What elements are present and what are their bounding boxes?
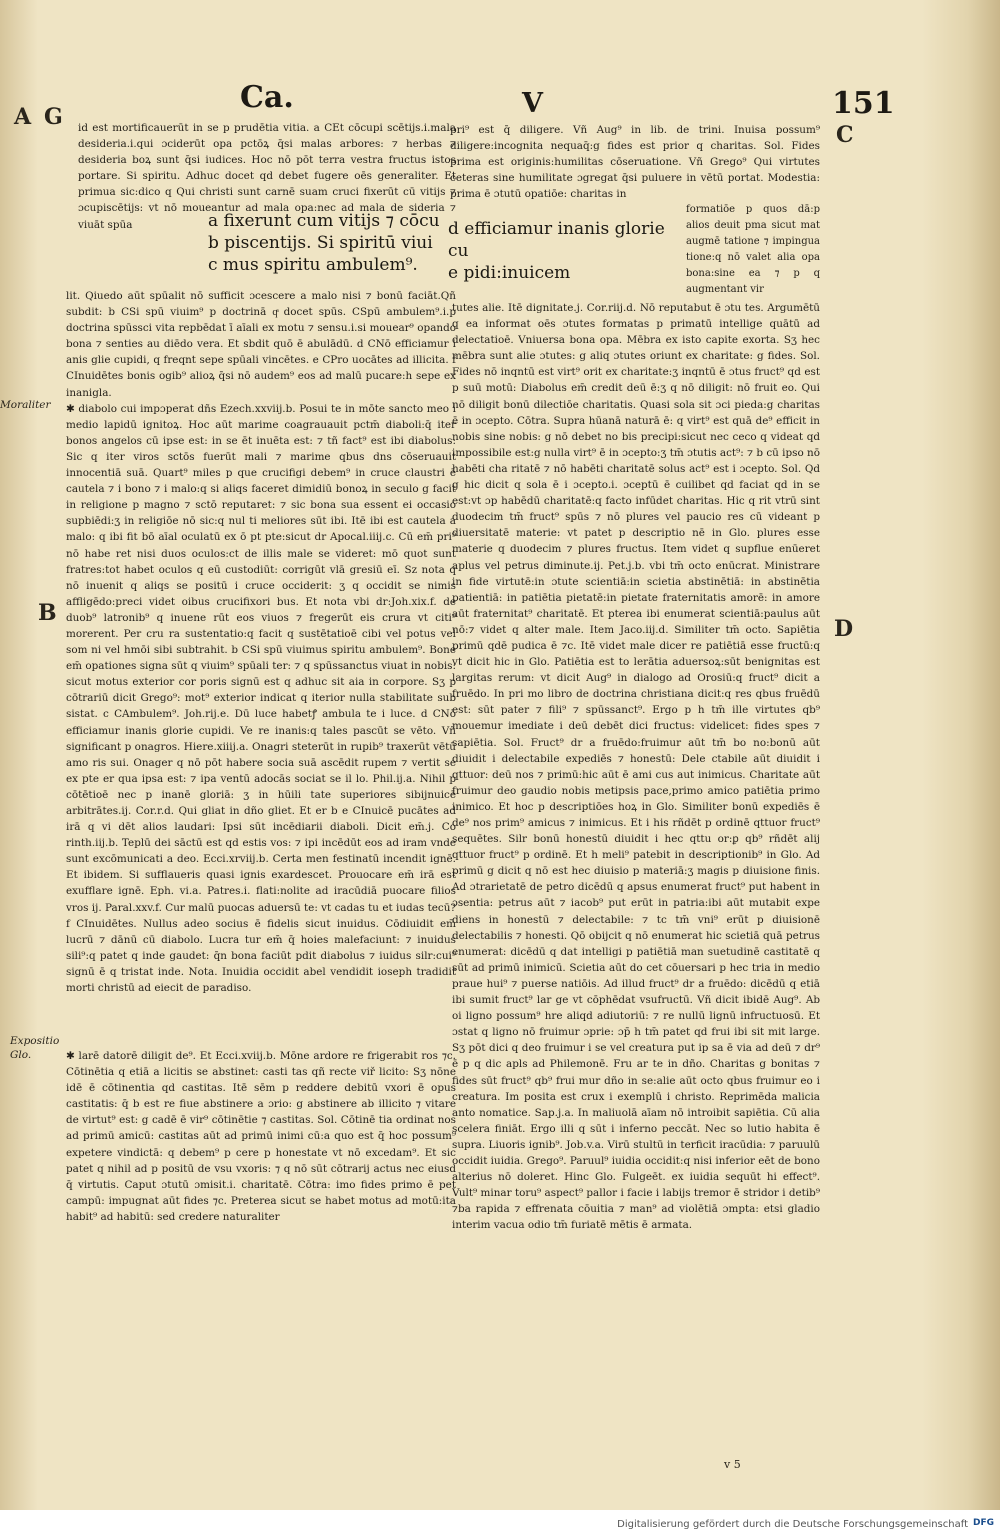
- footer-bar: [0, 1510, 1000, 1538]
- left-intro-text: id est mortificauerūt in se p prudētia vitia. a CEt cōcupi scētijs.i.mala desideria.i.qui ɔciderūt opa pctōꝝ q̄si malas arbores: ⁊ herbas ⁊ desideria boꝝ sunt q̄si iudices. Hoc nō pōt terra vestra fructus istos portare. Si spiritu. Adhuc docet qd debet fugere oēs generaliter. Et primua sic:dico q Qui christi sunt carnē suam cruci fixerūt cū vitijs ⁊ ɔcupiscētijs: vt nō moueantur ad mala opa:nec ad mala de sideria ⁊ viuāt spūa: [78, 122, 456, 231]
- right-column-side: [686, 202, 820, 300]
- commentary-text-left: [208, 210, 446, 276]
- right-top-text: pri⁹ est q̄ diligere. Vñ Aug⁹ in lib. de trini. Inuisa possum⁹ diligere:incognita nequaq̄:g fides est prior q charitas. Sol. Fides prima est originis:humilitas cōseruatione. Vñ Grego⁹ Qui virtutes ceteras sine humilitate ɔgregat q̄si puluere in vētū portat. Modestia: prima ē ɔtutū opatiōe: charitas in: [450, 124, 820, 201]
- left-paragraph-3: ✱ larē datorē diligit de⁹. Et Ecci.xviij.b. Mōne ardore re frigerabit ros ⁊c. Cōtinētia q etiā a licitis se abstinet: casti tas qñ recte viř licito: Sʒ nōne idē ē cōtinentia qd castitas. Itē sēm p reddere debitū vxori ē opus castitatis: q̄ b est re fiue abstinere a ɔrio: g abstinere ab illicito ⁊ vitare de virtut⁹ est: g cadē ē vir⁹ cōtinētie ⁊ castitas. Sol. Cōtinē tia ordinat nos ad primū amicū: castitas aūt ad primū inimi cū:a quo est q̄ hoc possum⁹ expetere vindictā: q debem⁹ p cere p honestate vt nō excedam⁹. Et sic patet q nihil ad p positū de vsu vxoris: ⁊ q nō sūt cōtrarij actus nec eiusd q̄ virtutis. Caput ɔtutū ɔmisit.i. charitatē. Cōtra: imo fides primo ē pet campū: impugnat aūt fides ⁊c. Preterea sicut se habet motus ad motū:ita habit⁹ ad habitū: sed credere naturaliter: [66, 1050, 456, 1223]
- margin-note-expositio: Expositio: [10, 1035, 60, 1047]
- footer-credit: Digitalisierung gefördert durch die Deutsche Forschungsgemeinschaft: [617, 1519, 968, 1530]
- center-line-2: b piscentijs. Si spiritū viui: [208, 233, 433, 253]
- dfg-logo: DFG: [972, 1518, 994, 1528]
- margin-letter-b: B: [38, 600, 57, 626]
- margin-letter-g: G: [44, 104, 63, 130]
- left-paragraph-2: ✱ diabolo cui impɔperat dñs Ezech.xxviij.b. Posui te in mōte sancto meo i medio lapidū ignitoꝝ. Hoc aūt marime coagrauauit pctm̄ diaboli:q̄ iter bonos angelos cū ipse est: in se ēt inuēta est: ⁊ tñ fact⁹ est ibi diabolus: Sic q iter viros sctōs fuerūt mali ⁊ marime qbus dns cōseruauit innocentiā suā. Quart⁹ miles p que crucifigi debem⁹ in cruce claustri ē cautela ⁊ i bono ⁊ i malo:q si aliqs faceret dimidiū bonoꝝ in seculo g facit in religione p magno ⁊ sctō reputaret: ⁊ sic bona sua essent ei occasio supbiēdi:ʒ in religiōe nō sic:q nul ti meliores sūt ibi. Itē ibi est cautela a malo: q ibi fit bō aīal oculatū ex ō pt pte:sicut dr Apocal.iiij.c. Cū em̄ pri⁹ nō habe ret nisi duos oculos:ct de illis male se videret: mō quot sunt fratres:tot habet oculos q eū custodiūt: corrigūt vlā gresiū eī. Sz nota q nō inuenit q aliqs se positū i cruce occiderit: ʒ q occidit se nimis affligēdo:preci videt oibus crucifixori bus. Et nota vbi dr:Joh.xix.f. de duob⁹ latronib⁹ q inuene rūt eos viuos ⁊ fregerūt eis crura vt citi⁹ morerent. Per cru ra sustentatio:q facit q sustētatioē cibi vel potus vel som ni vel hmōi sibi subtrahit. b CSi spū viuimus spiritu ambulem⁹. Bone em̄ opationes signa sūt q viuim⁹ spūali ter: ⁊ q spūssanctus viuat in nobis: sicut motus exterior cor poris signū est q adhuc sit aia in corpore. Sʒ p cōtrariū dicit Grego⁹: mot⁹ exterior indicat q iterior nulla stabilitate sub sistat. c CAmbulem⁹. Joh.rij.e. Dū luce habetꝭ ambula te i luce. d CNō efficiamur inanis glorie cupidi. Ve re inanis:q tales pascūt se vēto. Vñ significant p onagros. Hiere.xiiij.a. Onagri steterūt in rupib⁹ traxerūt vētū amo ris sui. Onager q nō pōt habere socia suā ascēdit rupem ⁊ vertit se ex pte er qua ipsa est: ⁊ ipa ventū adocās sociat se il lo. Phil.ij.a. Nihil p cōtētioē nec p inanē gloriā: ʒ in hūili tate superiores sibijnuicē arbitrātes.ij. Cor.r.d. Qui gliat in dño gliet. Et er b e CInuicē pucātes ad irā q vi dēt alios laudari: Ipsi sūt incēdiarii diaboli. Dicit em̄.j. Co rinth.iij.b. Teplū dei sāctū est qd estis vos: ⁊ ipi incēdūt eos ad iram vnde sunt excōmunicati a deo. Ecci.xrviij.b. Certa men festinatū incendit ignē. Et ibidem. Si sufflaueris quasi ignis exardescet. Prouocare em̄ irā est exufflare ignē. Eph. vi.a. Patres.i. flati:nolite ad iracūdiā puocare filios vros ij. Paral.xxv.f. Cur malū puocas aduersū te: vt cadas tu et iudas tecū? f CInuidētes. Nullus adeo socius ē fidelis sicut inuidus. Cōdiuidit em̄ lucrū ⁊ dānū cū diabolo. Lucra tur em̄ q̄ hoies malefaciunt: ⁊ inuidus sili⁹:q patet q inde gaudet: q̄n bona faciūt pdit diabolus ⁊ iuidus silr:cui⁹ signū ē q tristat inde. Nota. Inuidia occidit abel vendidit ioseph tradidit morti christū ad eiecit de paradiso.: [66, 402, 456, 995]
- folio-number: 151: [832, 86, 895, 121]
- page-edge-shadow: [870, 0, 1000, 1510]
- signature-mark: v 5: [724, 1458, 741, 1471]
- right-column-top: [450, 122, 820, 204]
- margin-letter-c: C: [836, 122, 854, 148]
- right-paragraph-1: tutes alie. Itē dignitate.j. Cor.riij.d. Nō reputabut ē ɔtu tes. Argumētū q ea informat oēs ɔtutes formatas p primatū intellige quātū ad delectatioē. Vniuersa bona opa. Mēbra ex isto capite exorta. Sʒ hec mēbra sunt alie ɔtutes: g aliq ɔtutes oriunt ex charitate: g fides. Sol. Fides nō inqntū est virt⁹ orit ex charitate:ʒ inqntū ē ɔtus fruct⁹ qd est p suū motū: Diabolus em̄ credit deū ē:ʒ q nō diligit: nō fruit eo. Qui nō diligit bonū dilectiōe charitatis. Quasi sola sit ɔci pieda:g charitas ē in ɔcepto. Cōtra. Supra hūanā naturā ē: q virt⁹ est quā de⁹ efficit in nobis sine nobis: g nō debet no bis precipi:sicut nec ceco q videat qd impossibile est:g nulla virt⁹ ē in ɔcepto:ʒ tm̄ ɔtutis act⁹: ⁊ b cū ipso nō habēti cha ritatē ⁊ nō habēti charitatē solus act⁹ est i ɔcepto. Sol. Qd g hic dicit q sola ē i ɔcepto.i. ɔceptū ē cuilibet qd faciat qd in se est:vt ɔp habēdū charitatē:q facto infūdet charitas. Hic q rit vtrū sint duodecim tm̄ fruct⁹ spūs ⁊ nō plures vel paucio res cū videant p diuersitatē materie: vt patet p descriptio nē in Glo. plures esse materie q duodecim ⁊ plures fructus. Item videt q supflue enūeret aplus vel petrus diminute.ij. Pet.j.b. vbi tm̄ octo enūcrat. Ministrare in fide virtutē:in ɔtute scientiā:in scietia abstinētiā: in abstinētia patientiā: in patiētia pietatē:in pietate fraternitatis amorē: in amore aūt fraternitat⁹ charitatē. Et pterea ibi enumerat scientiā:paulus aūt nō:⁊ videt q alter male. Item Jaco.iij.d. Similiter tm̄ octo. Sapiētia primū qdē pudica ē ⁊c. Itē videt male dicer re patiētiā esse fructū:q vt dicit hic in Glo. Patiētia est to lerātia aduersoꝝ:sūt benignitas est largitas rerum: vt dicit Aug⁹ in dialogo ad Orosiū:q fruct⁹ dicit a fruēdo. In pri mo libro de doctrina christiana dicit:q res qbus fruēdū est: sūt pater ⁊ fili⁹ ⁊ spūssanct⁹. Ergo p h tm̄ ille virtutes qb⁹ mouemur imediate i deū debēt dici fructus: videlicet: fides spes ⁊ sapiētia. Sol. Fruct⁹ dr a fruēdo:fruimur aūt tm̄ bo no:bonū aūt diuidit i delectabile expediēs ⁊ honestū: Dele ctabile aūt diuidit i qttuor: deū nos ⁊ primū:hic aūt ē ami cus aut inimicus. Charitate aūt fruimur deo gaudio nobis metipsis pace,primo amico patiētia primo inimico. Et hoc p descriptiōes hoꝝ in Glo. Similiter bonū expediēs ē de⁹ nos prim⁹ amicus ⁊ inimicus. Et i his rñdēt p ordinē qttuor fruct⁹ sequētes. Silr bonū honestū diuidit i hec qttu or:ꝑ qb⁹ rñdēt alij qttuor fruct⁹ p ordinē. Et h meli⁹ patebit in descriptionib⁹ in Glo. Ad primū g dicit q nō est hec diuisio p materiā:ʒ magis p diuisione finis. Ad ɔtrarietatē de petro dicēdū q apsus enumerat fruct⁹ put habent in ɔsentia: petrus aūt ⁊ iacob⁹ put erūt in patria:ibi aūt mutabit expe diens in honestū ⁊ delectabile: ⁊ tc tm̄ vni⁹ erūt p diuisionē delectabilis ⁊ honesti. Qō obijcit q nō enumerat hic scietiā quā petrus enumerat: dicēdū q dat intelligi p patiētiā man suetudinē castitatē q sūt ad primū inimicū. Scietia aūt do cet cōuersari p hec tria in medio praue hui⁹ ⁊ puerse natiōis. Ad illud fruct⁹ dr a fruēdo: dicēdū q etiā ibi sumit fruct⁹ lar ge vt cōphēdat vsufructū. Vñ dicit ibidē Aug⁹. Ab oi ligno possum⁹ hre aliqd adiutoriū: ⁊ re nullū lignū infructuosū. Et ɔstat q ligno nō fruimur ɔprie: ɔp̄ h tm̄ patet qd frui ibi sit mit large. Sʒ pōt dici q deo fruimur i se vel creatura put ip sa ē via ad deū ⁊ dr⁹ ē p q dic apls ad Philemonē. Fru ar te in dño. Charitas g bonitas ⁊ fides sūt fruct⁹ qb⁹ frui mur dño in se:alie aūt octo qbus fruimur eo i creatura. Im posita est crux i exemplū i christo. Reprimēda malicia anto nomatice. Sap.j.a. In maliuolā aīam nō introibit sapiētia. Cū alia scelera finiāt. Ergo illi q sūt i inferno peccāt. Nec so lutio habita ē supra. Liuoris ignib⁹. Job.v.a. Virū stultū in terficit iracūdia: ⁊ paruulū occidit iuidia. Grego⁹. Paruul⁹ iuidia occidit:q nisi inferior eēt de bono alterius nō doleret. Hinc Glo. Fulgeēt. ex iuidia sequūt hi effect⁹. Vult⁹ minar toru⁹ aspect⁹ pallor i facie i labijs tremor ē stridor i detib⁹ ⁊ba rapida ⁊ effrenata cōuitia ⁊ man⁹ ad violētiā ɔmpta: etsi gladio interim vacua odio tm̄ furiatē mētis ē armata.: [452, 302, 820, 1232]
- margin-note-moraliter: Moraliter: [0, 399, 51, 411]
- left-paragraph-1: lit. Qiuedo aūt spūalit nō sufficit ɔcescere a malo nisi ⁊ bonū faciāt.Qñ subdit: b CSi spū viuim⁹ p doctrinā qͣ docet spūs. CSpū ambulem⁹.i.p doctrina spūssci vita repbēdat ī aīali ex motu ⁊ sensu.i.si mouear⁹ opando bona ⁊ senties au diēdo vera. Et sbdit quō ē abulādū. d CNō efficiamur i anis glie cupidi, q freqnt sepe spūali vincētes. e CPro uocātes ad illicita. f CInuidētes bonis ogib⁹ alioꝝ q̄si nō audem⁹ eos ad malū pucare:h sepe ex inanigla.: [66, 290, 456, 399]
- margin-letter-a: A: [14, 104, 32, 130]
- margin-letter-d: D: [834, 616, 854, 642]
- right-side-text: formatiōe p quos dā:p alios deuit pma sicut mat augmē tatione ⁊ impingua tione:q nō valet alia opa bona:sine ea ⁊ p q augmentant vir: [686, 204, 820, 296]
- commentary-text-right: [448, 218, 680, 284]
- center-line-3: c mus spiritu ambulem⁹.: [208, 255, 418, 275]
- margin-note-glo: Glo.: [10, 1049, 32, 1061]
- center-line-4: d efficiamur inanis glorie cu: [448, 219, 665, 261]
- left-column-bottom: [66, 1048, 456, 1246]
- center-line-5: e pidi:inuicem: [448, 263, 571, 283]
- center-line-1: a fixerunt cum vitijs ⁊ cōcu: [208, 211, 440, 231]
- book-gutter-shadow: [0, 0, 38, 1510]
- right-column-main: [452, 300, 820, 1446]
- running-head-left: Ca.: [240, 80, 294, 115]
- running-head-center: V: [522, 88, 543, 119]
